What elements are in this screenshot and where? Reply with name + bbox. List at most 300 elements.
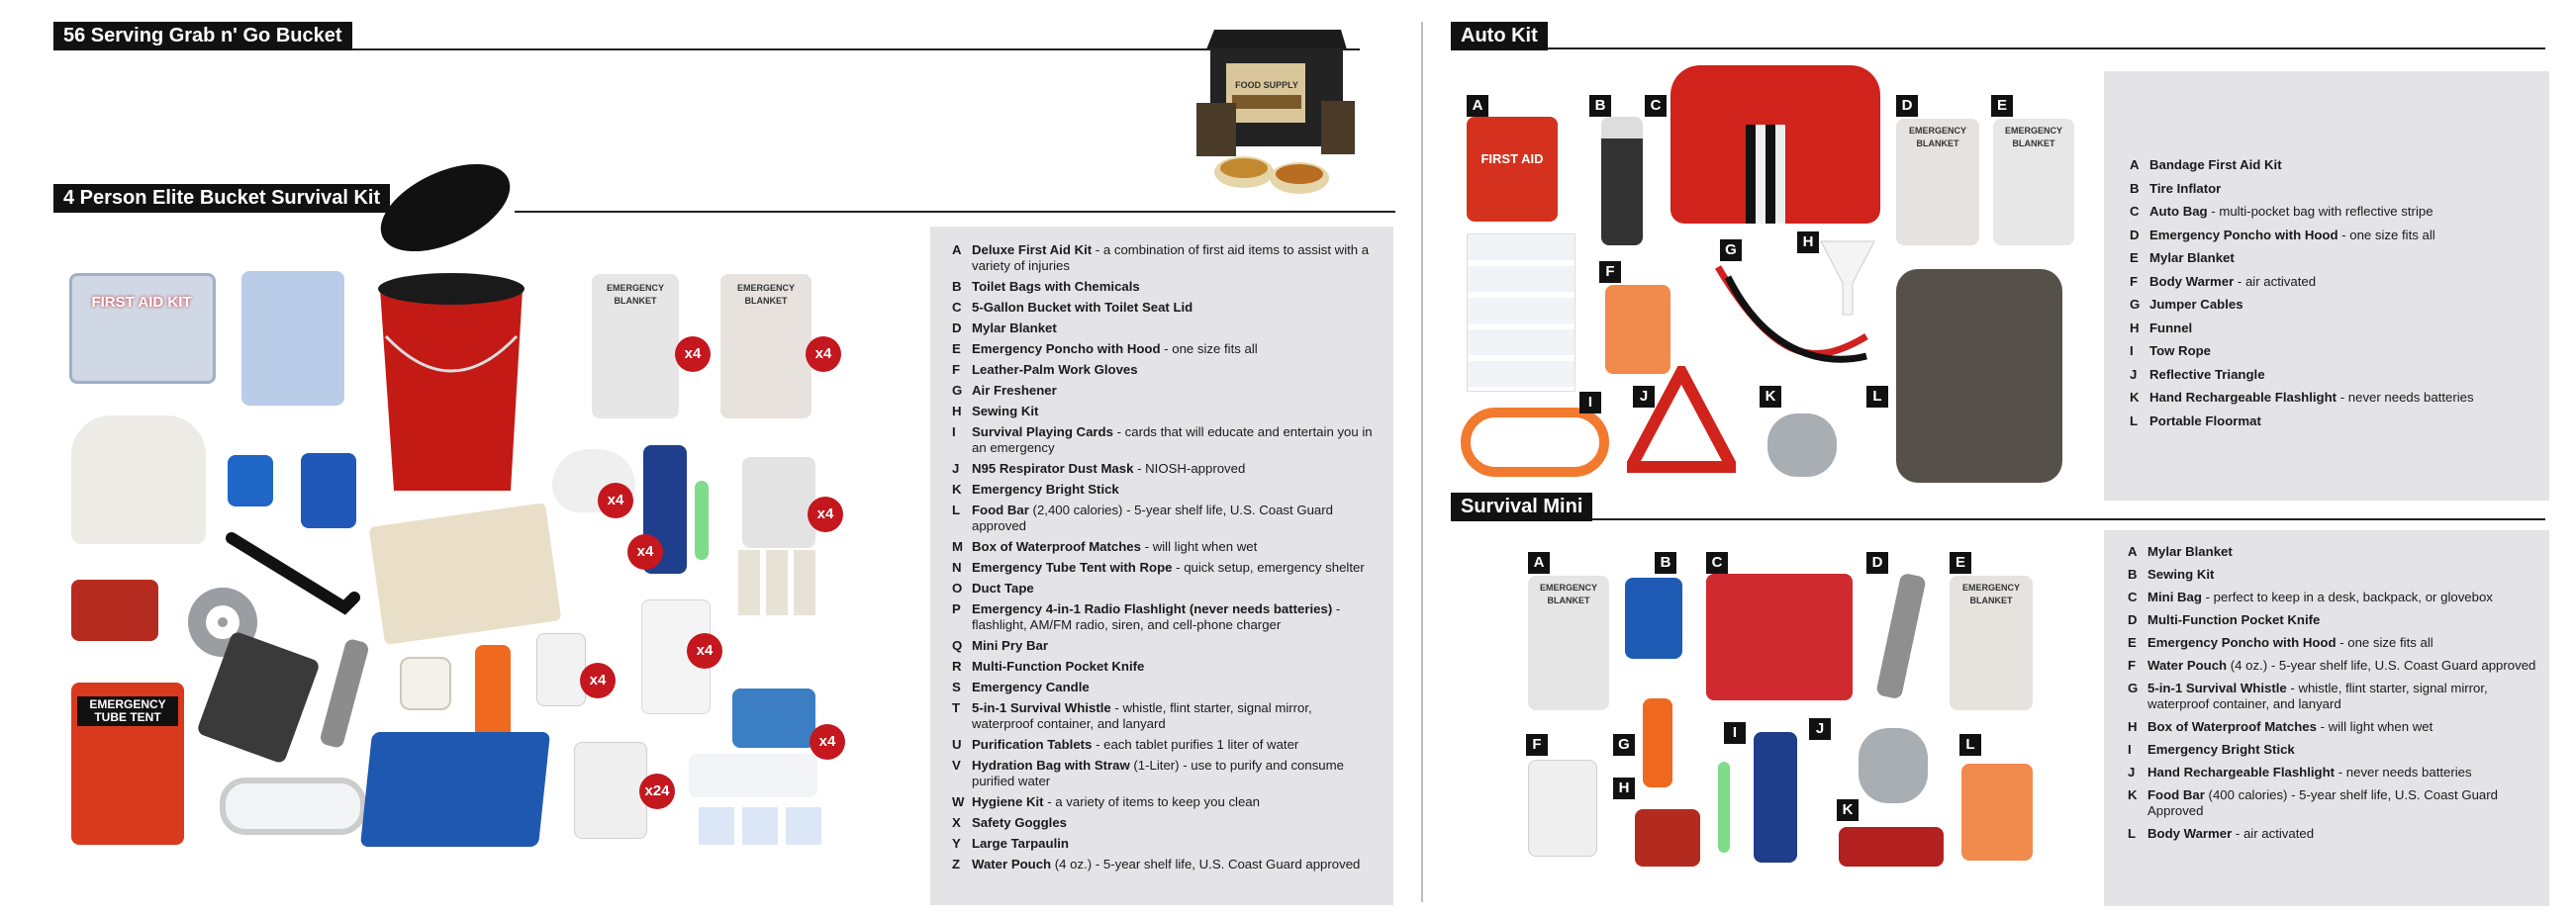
list-item [952,815,1374,831]
qty-badge-6: x4 [580,663,616,698]
list-item-name: Deluxe First Aid Kit [972,242,1093,257]
list-item-name: Leather-Palm Work Gloves [972,362,1138,377]
auto-poncho-image [1896,119,1979,245]
mini-flashlight-image [1859,728,1928,803]
list-item-name: Box of Waterproof Matches [2147,719,2317,734]
list-item-name: Mylar Blanket [2147,544,2233,559]
food-supply-label: FOOD SUPPLY [1235,80,1298,90]
list-item-letter: P [952,601,961,616]
poncho-label: EMERGENCY BLANKET [736,283,795,306]
list-item [2128,612,2543,628]
list-item [952,242,1374,274]
list-item-detail: (4 oz.) - 5-year shelf life, U.S. Coast Guard approved [1051,857,1361,872]
list-item-name: Duct Tape [972,581,1034,596]
auto-badge-d: D [1896,95,1918,117]
tow-rope-image [1461,408,1609,477]
hydration-bag-small-image [536,633,586,706]
auto-bag-image [1670,65,1880,224]
list-item-text [2149,413,2261,429]
list-item-text [972,581,1034,597]
list-item-letter: D [952,321,962,335]
list-item-name: Auto Bag [2149,204,2208,219]
list-item-text [2147,719,2433,735]
list-item-name: Water Pouch [2147,658,2228,673]
mini-bright-stick-image [1754,732,1797,863]
bandages-image [1467,233,1575,392]
list-item [952,362,1374,378]
auto-badge-j: J [1633,386,1655,408]
list-item [2130,204,2541,220]
auto-badge-c: C [1645,95,1667,117]
list-item-letter: C [2130,204,2140,219]
poncho-image [720,274,811,418]
auto-badge-e: E [1991,95,2013,117]
list-item-name: Hand Rechargeable Flashlight [2149,390,2337,405]
list-item-letter: M [952,539,963,554]
list-item-text [972,321,1057,336]
goggles-image [220,778,366,835]
list-item [2128,567,2543,583]
auto-mylar-image [1993,119,2074,245]
mini-badge-e: E [1950,552,1971,574]
mini-badge-b: B [1655,552,1676,574]
list-item-name: Funnel [2149,320,2193,335]
list-item-detail: (400 calories) - 5-year shelf life, U.S. Coast Guard Approved [2147,787,2498,818]
list-item-name: Toilet Bags with Chemicals [972,279,1140,294]
auto-kit-title: Auto Kit [1451,22,1548,50]
list-item-letter: D [2128,612,2138,627]
reflective-triangle-image [1627,366,1736,480]
list-item-letter: B [952,279,962,294]
list-item-name: Body Warmer [2149,273,2235,289]
list-item [2128,544,2543,560]
elite-kit-list [952,242,1374,877]
header-grab-n-go: 56 Serving Grab n' Go Bucket [53,22,352,50]
list-item-detail: - one size fits all [2336,635,2433,650]
list-item-detail: - perfect to keep in a desk, backpack, or glovebox [2201,590,2493,604]
auto-badge-h: H [1797,231,1819,253]
mini-body-warmer-image [1961,764,2033,861]
auto-badge-f: F [1599,261,1621,283]
list-item [952,461,1374,477]
list-item-name: Emergency Poncho with Hood [972,341,1161,356]
list-item-text [972,503,1374,534]
mini-badge-g: G [1613,734,1635,756]
kit-title-4-person: 4 Person Elite Bucket Survival Kit [53,184,390,213]
kit-title-rule [515,211,1395,213]
list-item-text [2147,742,2295,758]
list-item-name: Survival Playing Cards [972,424,1113,439]
list-item-detail: - flashlight, AM/FM radio, siren, and cell-phone charger [972,601,1341,632]
qty-badge-3: x4 [598,483,633,518]
auto-kit-list [2130,157,2541,436]
list-item-letter: G [2128,681,2139,695]
list-item-name: Tire Inflator [2149,180,2222,196]
list-item-letter: L [2130,413,2139,428]
list-item-letter: F [2128,658,2137,673]
list-item-letter: F [2130,273,2139,289]
list-item [952,737,1374,753]
mini-badge-k: K [1837,799,1859,821]
list-item-name: Multi-Function Pocket Knife [972,659,1145,674]
list-item-letter: J [2130,366,2138,382]
list-item-name: Emergency Bright Stick [2147,742,2295,757]
list-item-name: Multi-Function Pocket Knife [2147,612,2321,627]
list-item-name: 5-Gallon Bucket with Toilet Seat Lid [972,300,1193,315]
list-item-text [972,680,1090,695]
list-item-letter: V [952,758,961,773]
list-item-letter: R [952,659,962,674]
list-item [952,404,1374,419]
list-item-letter: C [952,300,962,315]
list-item-detail: - whistle, flint starter, signal mirror, waterproof container, and lanyard [972,700,1312,731]
list-item-detail: - whistle, flint starter, signal mirror, waterproof container, and lanyard [2147,681,2488,711]
list-item-name: Mini Bag [2147,590,2202,604]
list-item [952,503,1374,534]
list-item-text [972,700,1374,732]
list-item-name: 5-in-1 Survival Whistle [2147,681,2287,695]
funnel-image [1819,237,1876,321]
list-item [952,836,1374,852]
mini-matches-image [1635,809,1700,867]
qty-badge-9: x24 [639,774,675,809]
toilet-bags-image [241,271,344,406]
pocket-knife-image [319,638,370,749]
mini-badge-l: L [1959,734,1981,756]
list-item-text [972,279,1140,295]
list-item-text [2147,658,2535,674]
list-item-letter: F [952,362,961,377]
matches-image [71,580,158,641]
mini-bag-image [1706,574,1853,700]
list-item-letter: O [952,581,963,596]
list-item-detail: - multi-pocket bag with reflective stripe [2207,204,2433,219]
tablets-image [738,550,817,615]
tube-tent-label: EMERGENCY TUBE TENT [77,696,178,726]
list-item [952,659,1374,675]
list-item-letter: K [2130,390,2140,405]
list-item-name: Tow Rope [2149,343,2212,358]
mini-food-bar-image [1839,827,1944,867]
list-item-name: Jumper Cables [2149,297,2243,312]
auto-badge-a: A [1467,95,1488,117]
list-item [2130,321,2541,336]
qty-badge-8: x4 [810,724,845,760]
list-item-detail: - a variety of items to keep you clean [1043,794,1260,809]
mini-badge-a: A [1528,552,1550,574]
list-item-text [972,857,1360,872]
list-item-letter: T [952,700,961,715]
list-item-name: Emergency Bright Stick [972,482,1119,497]
list-item [2128,681,2543,712]
hygiene-kit-image [732,688,815,748]
list-item-detail: - will light when wet [2316,719,2433,734]
list-item-letter: C [2128,590,2138,604]
list-item [952,700,1374,732]
list-item [952,601,1374,633]
list-item-name: Body Warmer [2147,826,2233,841]
list-item [952,638,1374,654]
mini-badge-c: C [1706,552,1728,574]
list-item-letter: K [952,482,962,497]
list-item-name: Hygiene Kit [972,794,1044,809]
qty-badge-1: x4 [675,336,711,372]
list-item-letter: E [2128,635,2137,650]
food-bucket-image [1193,24,1361,197]
auto-badge-i: I [1579,392,1601,413]
list-item-letter: A [2128,544,2138,559]
auto-kit-rule [1451,47,2545,49]
auto-badge-k: K [1760,386,1781,408]
auto-badge-l: L [1866,386,1888,408]
list-item-detail: (1-Liter) - use to purify and consume purified water [972,758,1344,788]
survival-mini-list [2128,544,2543,849]
first-aid-kit-label: FIRST AID KIT [91,294,192,311]
list-item-text [2147,765,2472,780]
list-item-letter: B [2130,180,2140,196]
list-item-letter: E [2130,250,2139,265]
list-item-name: Mini Pry Bar [972,638,1048,653]
list-item-text [972,758,1374,789]
list-item-detail: (4 oz.) - 5-year shelf life, U.S. Coast Guard approved [2227,658,2536,673]
qty-badge-4: x4 [627,534,663,570]
list-item [952,581,1374,597]
auto-badge-b: B [1589,95,1611,117]
list-item-text [972,659,1144,675]
list-item [2128,719,2543,735]
list-item-detail: - a combination of first aid items to assist with a variety of injuries [972,242,1370,273]
list-item-name: Safety Goggles [972,815,1068,830]
list-item-text [2149,321,2192,336]
list-item-detail: - will light when wet [1140,539,1258,554]
tube-tent-image [71,683,184,845]
list-item-text [972,482,1119,498]
list-item [952,482,1374,498]
list-item-text [972,638,1048,654]
list-item [2128,787,2543,819]
list-item [2130,157,2541,173]
list-item [2130,343,2541,359]
list-item [952,680,1374,695]
mini-poncho-image [1950,576,2033,710]
list-item-letter: J [952,461,960,476]
mini-sewing-kit-image [1625,578,1682,659]
list-item-name: Emergency 4-in-1 Radio Flashlight (never needs batteries) [972,601,1333,616]
qty-badge-5: x4 [808,497,843,532]
list-item-text [2147,635,2433,651]
list-item-letter: H [2128,719,2138,734]
list-item-letter: U [952,737,962,752]
list-item-letter: B [2128,567,2138,582]
list-item-name: N95 Respirator Dust Mask [972,461,1134,476]
list-item-text [2147,544,2233,560]
list-item-letter: K [2128,787,2138,802]
list-item-text [2147,826,2314,842]
list-item-name: Food Bar [2147,787,2205,802]
mini-whistle-image [1643,698,1672,787]
list-item-name: Air Freshener [972,383,1057,398]
survival-mini-title: Survival Mini [1451,493,1592,521]
list-item-letter: Q [952,638,963,653]
mini-mylar-image [1528,576,1609,710]
auto-poncho-label: EMERGENCY BLANKET [1908,126,1966,148]
list-item-text [2149,204,2433,220]
list-item-text [972,461,1245,477]
list-item-text [2147,787,2543,819]
list-item-text [2149,367,2265,383]
list-item-text [2147,567,2214,583]
list-item-text [2149,181,2221,197]
list-item-name: Bandage First Aid Kit [2149,157,2282,172]
list-item-text [2149,390,2474,406]
list-item [2128,590,2543,605]
list-item-name: Water Pouch [972,857,1052,872]
list-item-detail: (2,400 calories) - 5-year shelf life, U.S. Coast Guard approved [972,503,1333,533]
auto-badge-g: G [1720,239,1742,261]
toothbrush-image [689,754,817,797]
list-item-text [972,341,1258,357]
survival-mini-rule [1451,518,2545,520]
list-item [952,424,1374,456]
list-item-text [2149,274,2316,290]
list-item-letter: S [952,680,961,694]
mylar-blanket-image [592,274,679,418]
list-item-text [972,424,1374,456]
list-item [952,300,1374,316]
first-aid-kit-image [69,273,216,384]
list-item-text [2149,250,2235,266]
list-item-letter: G [2130,297,2141,312]
list-item-name: Box of Waterproof Matches [972,539,1141,554]
list-item-detail: - each tablet purifies 1 liter of water [1092,737,1299,752]
list-item [2128,742,2543,758]
list-item [952,279,1374,295]
mini-poncho-label: EMERGENCY BLANKET [1961,583,2020,605]
list-item-text [2149,228,2435,243]
auto-bag-stripe [1746,125,1785,224]
list-item [952,341,1374,357]
list-item [952,794,1374,810]
list-item-letter: Z [952,857,961,872]
list-item-name: Food Bar [972,503,1029,517]
list-item-detail: - one size fits all [1160,341,1258,356]
page-divider [1421,22,1423,902]
list-item [952,383,1374,399]
list-item-name: Reflective Triangle [2149,366,2265,382]
list-item-letter: D [2130,227,2140,242]
list-item-text [972,601,1374,633]
auto-flashlight-image [1767,413,1837,477]
mini-badge-h: H [1613,778,1635,799]
water-pouch-image [574,742,647,839]
list-item [2130,181,2541,197]
list-item-name: Emergency Candle [972,680,1090,694]
list-item-name: Portable Floormat [2149,413,2261,428]
list-item-letter: Y [952,836,961,851]
mini-badge-i: I [1724,722,1746,744]
list-item-text [972,836,1069,852]
mini-water-pouch-image [1528,760,1597,857]
list-item [2130,274,2541,290]
list-item-text [972,242,1374,274]
list-item-name: Hand Rechargeable Flashlight [2147,765,2336,780]
list-item-detail: - air activated [2232,826,2315,841]
list-item-name: Sewing Kit [2147,567,2215,582]
list-item-text [972,794,1260,810]
list-item [952,758,1374,789]
list-item [952,857,1374,872]
list-item-text [2147,681,2543,712]
list-item-letter: J [2128,765,2136,780]
list-item-letter: E [952,341,961,356]
list-item-letter: X [952,815,961,830]
list-item-text [2149,343,2211,359]
list-item [2130,250,2541,266]
wipes-image [699,807,821,845]
air-freshener-image [228,455,273,506]
mini-badge-d: D [1866,552,1888,574]
list-item [2128,765,2543,780]
qty-badge-7: x4 [687,633,722,669]
list-item-name: Hydration Bag with Straw [972,758,1130,773]
list-item [2128,635,2543,651]
floormat-image [1896,269,2062,483]
list-item-detail: - air activated [2234,273,2317,289]
candle-image [400,657,451,710]
list-item-text [972,404,1038,419]
list-item-letter: A [2130,157,2140,172]
playing-cards-image [369,503,562,645]
list-item-name: Mylar Blanket [972,321,1057,335]
list-item-letter: G [952,383,963,398]
list-item-letter: I [952,424,956,439]
body-warmer-image [1605,285,1670,374]
list-item-text [2147,590,2493,605]
list-item-text [972,300,1193,316]
list-item-letter: L [952,503,961,517]
whistle-image [475,645,511,740]
tire-inflator-image [1601,117,1643,245]
list-item-detail: - NIOSH-approved [1133,461,1246,476]
auto-mylar-label: EMERGENCY BLANKET [2004,126,2062,148]
list-item-text [972,815,1067,831]
list-item-text [2149,297,2243,313]
list-item [2128,826,2543,842]
list-item-letter: W [952,794,965,809]
list-item-text [972,383,1057,399]
mini-knife-image [1875,573,1927,700]
mini-badge-f: F [1526,734,1548,756]
list-item-text [972,362,1138,378]
list-item-text [972,539,1257,555]
list-item-detail: - never needs batteries [2335,765,2472,780]
mini-mylar-label: EMERGENCY BLANKET [1539,583,1597,605]
list-item-text [2149,157,2282,173]
list-item-letter: I [2130,343,2134,358]
list-item-detail: - never needs batteries [2337,390,2474,405]
list-item-detail: - one size fits all [2337,227,2435,242]
list-item-letter: L [2128,826,2137,841]
list-item [2130,390,2541,406]
mini-badge-j: J [1809,718,1831,740]
list-item-letter: I [2128,742,2132,757]
list-item-text [972,737,1298,753]
list-item-letter: N [952,560,962,575]
list-item [952,560,1374,576]
tarp-image [360,732,550,847]
bucket-lid-image [366,138,534,500]
list-item-name: Large Tarpaulin [972,836,1069,851]
